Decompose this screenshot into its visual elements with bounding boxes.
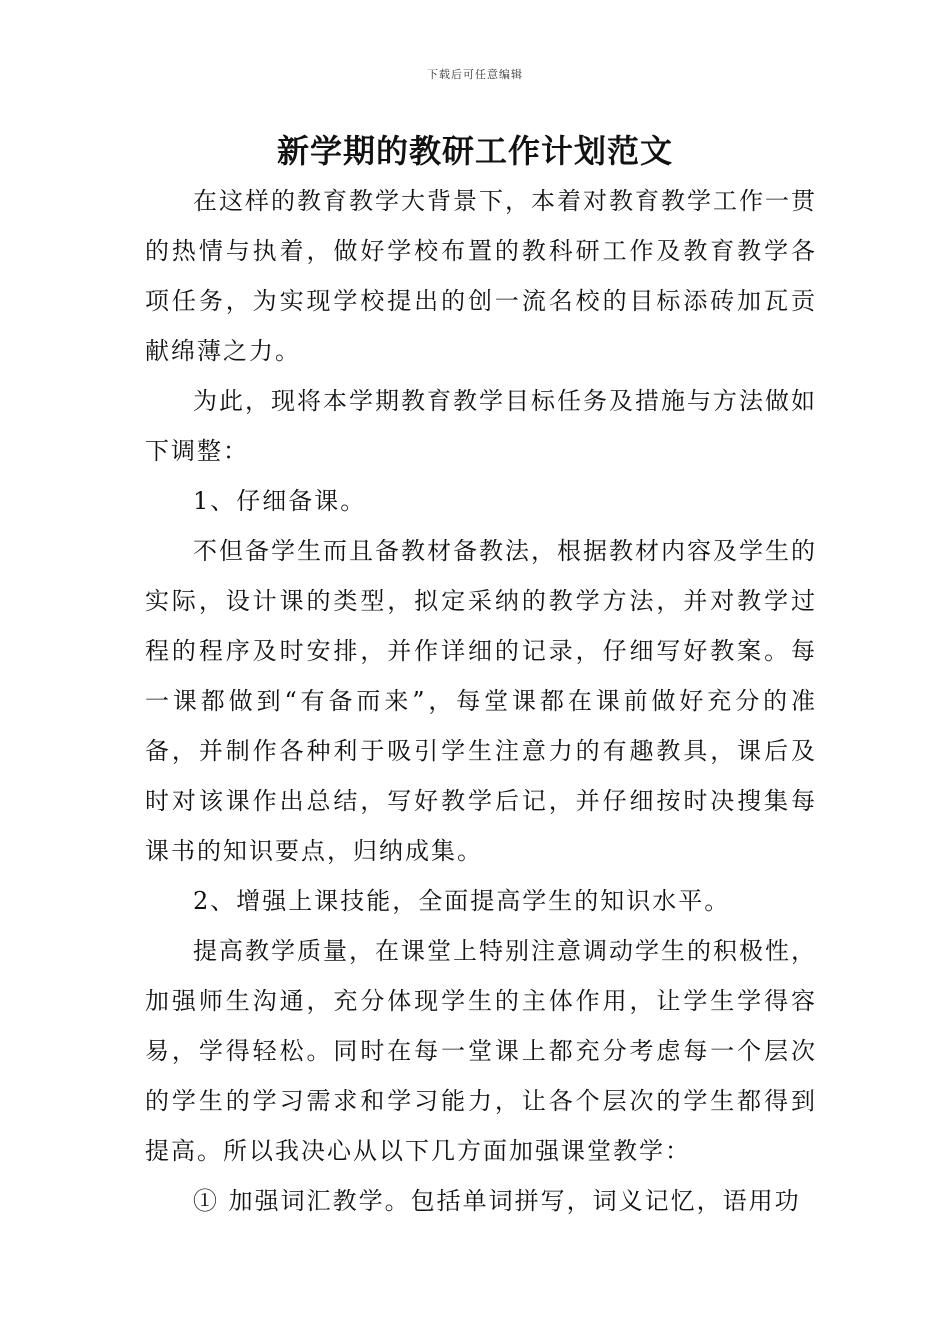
paragraph-lesson-prep: 不但备学生而且备教材备教法，根据教材内容及学生的实际，设计课的类型，拟定采纳的教学方法，并对教学过程的程序及时安排，并作详细的记录，仔细写好教案。每一课都做到“有备而来”，每堂课都在课前做好充分的准备，并制作各种利于吸引学生注意力的有趣教具，课后及时对该课作出总结，写好教学后记，并仔细按时决搜集每课书的知识要点，归纳成集。 [145, 537, 817, 865]
document-body [145, 176, 817, 1226]
paragraph-intro: 在这样的教育教学大背景下，本着对教育教学工作一贯的热情与执着，做好学校布置的教科研工作及教育教学各项任务，为实现学校提出的创一流名校的目标添砖加瓦贡献绵薄之力。 [145, 187, 817, 365]
paragraph-vocabulary: ① 加强词汇教学。包括单词拼写，词义记忆，语用功 [193, 1187, 801, 1215]
section-heading-1: 1、仔细备课。 [193, 487, 367, 515]
header-note: 下载后可任意编辑 [427, 68, 523, 81]
paragraph-teaching-quality: 提高教学质量，在课堂上特别注意调动学生的积极性，加强师生沟通，充分体现学生的主体作用，让学生学得容易，学得轻松。同时在每一堂课上都充分考虑每一个层次的学生的学习需求和学习能力，让各个层次的学生都得到提高。所以我决心从以下几方面加强课堂教学： [145, 937, 817, 1165]
section-heading-2: 2、增强上课技能，全面提高学生的知识水平。 [193, 887, 731, 915]
document-title: 新学期的教研工作计划范文 [276, 132, 673, 170]
paragraph-adjustment: 为此，现将本学期教育教学目标任务及措施与方法做如下调整： [145, 387, 817, 465]
